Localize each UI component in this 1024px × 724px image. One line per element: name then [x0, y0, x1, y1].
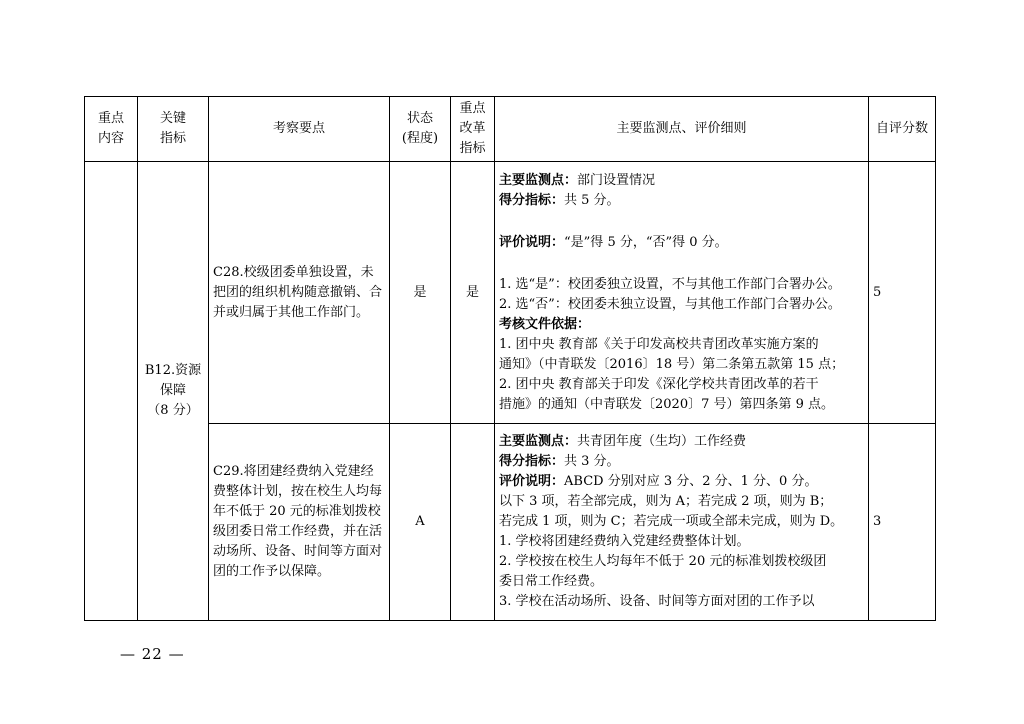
blank-line: [499, 253, 864, 275]
status-c28: 是: [390, 162, 451, 424]
detail-text: 若完成 1 项，则为 C；若完成一项或全部未完成，则为 D。: [499, 514, 844, 529]
detail-text: 1. 选“是”：校团委独立设置，不与其他工作部门合署办公。: [499, 276, 841, 292]
detail-text: 通知》（中青联发〔2016〕18 号）第二条第五款第 15 点；: [499, 356, 845, 372]
detail-line: [499, 315, 864, 335]
detail-label: 得分指标：: [499, 454, 565, 469]
header-key-indicator: 关键 指标: [138, 97, 209, 162]
detail-line: [499, 512, 864, 532]
detail-text: 以下 3 项，若全部完成，则为 A；若完成 2 项，则为 B；: [499, 494, 833, 509]
detail-text: 共 3 分。: [564, 454, 620, 469]
status-c29: A: [390, 424, 451, 621]
detail-text: 共 5 分。: [564, 192, 620, 208]
header-reform-indicator: 重点 改革 指标: [451, 97, 495, 162]
blank-line: [499, 211, 864, 233]
reform-c28: 是: [451, 162, 495, 424]
detail-line: [499, 472, 864, 492]
detail-text: 共青团年度（生均）工作经费: [577, 434, 747, 449]
detail-line: [499, 233, 864, 253]
detail-text: 部门设置情况: [577, 172, 656, 188]
detail-line: [499, 432, 864, 452]
detail-text: 2. 团中央 教育部关于印发《深化学校共青团改革的若干: [499, 376, 819, 392]
detail-text: 3. 学校在活动场所、设备、时间等方面对团的工作予以: [499, 594, 815, 609]
table-row: [85, 162, 936, 424]
table-row: [85, 424, 936, 621]
criterion-c29: C29.将团建经费纳入党建经费整体计划，按在校生人均每年不低于 20 元的标准划拨校级团委日常工作经费，并在活动场所、设备、时间等方面对团的工作予以保障。: [209, 424, 390, 621]
focus-content-cell: [85, 162, 138, 621]
detail-text: “是”得 5 分，“否”得 0 分。: [564, 234, 728, 250]
detail-line: [499, 335, 864, 355]
detail-line: [499, 492, 864, 512]
detail-line: [499, 532, 864, 552]
detail-label: 评价说明：: [499, 234, 565, 250]
detail-line: [499, 275, 864, 295]
header-focus-content: 重点 内容: [85, 97, 138, 162]
detail-line: [499, 452, 864, 472]
detail-label: 主要监测点：: [499, 172, 578, 188]
header-self-score: 自评分数: [869, 97, 936, 162]
reform-c29: [451, 424, 495, 621]
evaluation-table: [84, 96, 936, 621]
key-indicator-cell: B12.资源 保障 （8 分）: [138, 162, 209, 621]
header-monitoring-details: 主要监测点、评价细则: [495, 97, 869, 162]
details-c29: [495, 424, 869, 621]
score-c29: 3: [869, 424, 936, 621]
table-header-row: [85, 97, 936, 162]
detail-line: [499, 375, 864, 395]
detail-line: [499, 295, 864, 315]
details-c28: [495, 162, 869, 424]
detail-line: [499, 592, 864, 612]
detail-text: 1. 学校将团建经费纳入党建经费整体计划。: [499, 534, 750, 549]
criterion-c28: C28.校级团委单独设置，未把团的组织机构随意撤销、合并或归属于其他工作部门。: [209, 162, 390, 424]
header-status: 状态 (程度): [390, 97, 451, 162]
detail-line: [499, 191, 864, 211]
header-inspection-points: 考察要点: [209, 97, 390, 162]
detail-line: [499, 171, 864, 191]
detail-line: [499, 395, 864, 415]
score-c28: 5: [869, 162, 936, 424]
detail-line: [499, 552, 864, 572]
detail-text: 2. 学校按在校生人均每年不低于 20 元的标准划拨校级团: [499, 554, 827, 569]
detail-text: ABCD 分别对应 3 分、2 分、1 分、0 分。: [564, 474, 818, 489]
detail-label: 得分指标：: [499, 192, 565, 208]
detail-label: 主要监测点：: [499, 434, 578, 449]
detail-text: 措施》的通知（中青联发〔2020〕7 号）第四条第 9 点。: [499, 396, 835, 412]
detail-label: 评价说明：: [499, 474, 565, 489]
detail-label: 考核文件依据：: [499, 316, 591, 332]
detail-text: 委日常工作经费。: [499, 574, 604, 589]
detail-line: [499, 355, 864, 375]
detail-text: 2. 选“否”：校团委未独立设置，与其他工作部门合署办公。: [499, 296, 841, 312]
detail-text: 1. 团中央 教育部《关于印发高校共青团改革实施方案的: [499, 336, 819, 352]
page-number: — 22 —: [120, 645, 185, 663]
detail-line: [499, 572, 864, 592]
